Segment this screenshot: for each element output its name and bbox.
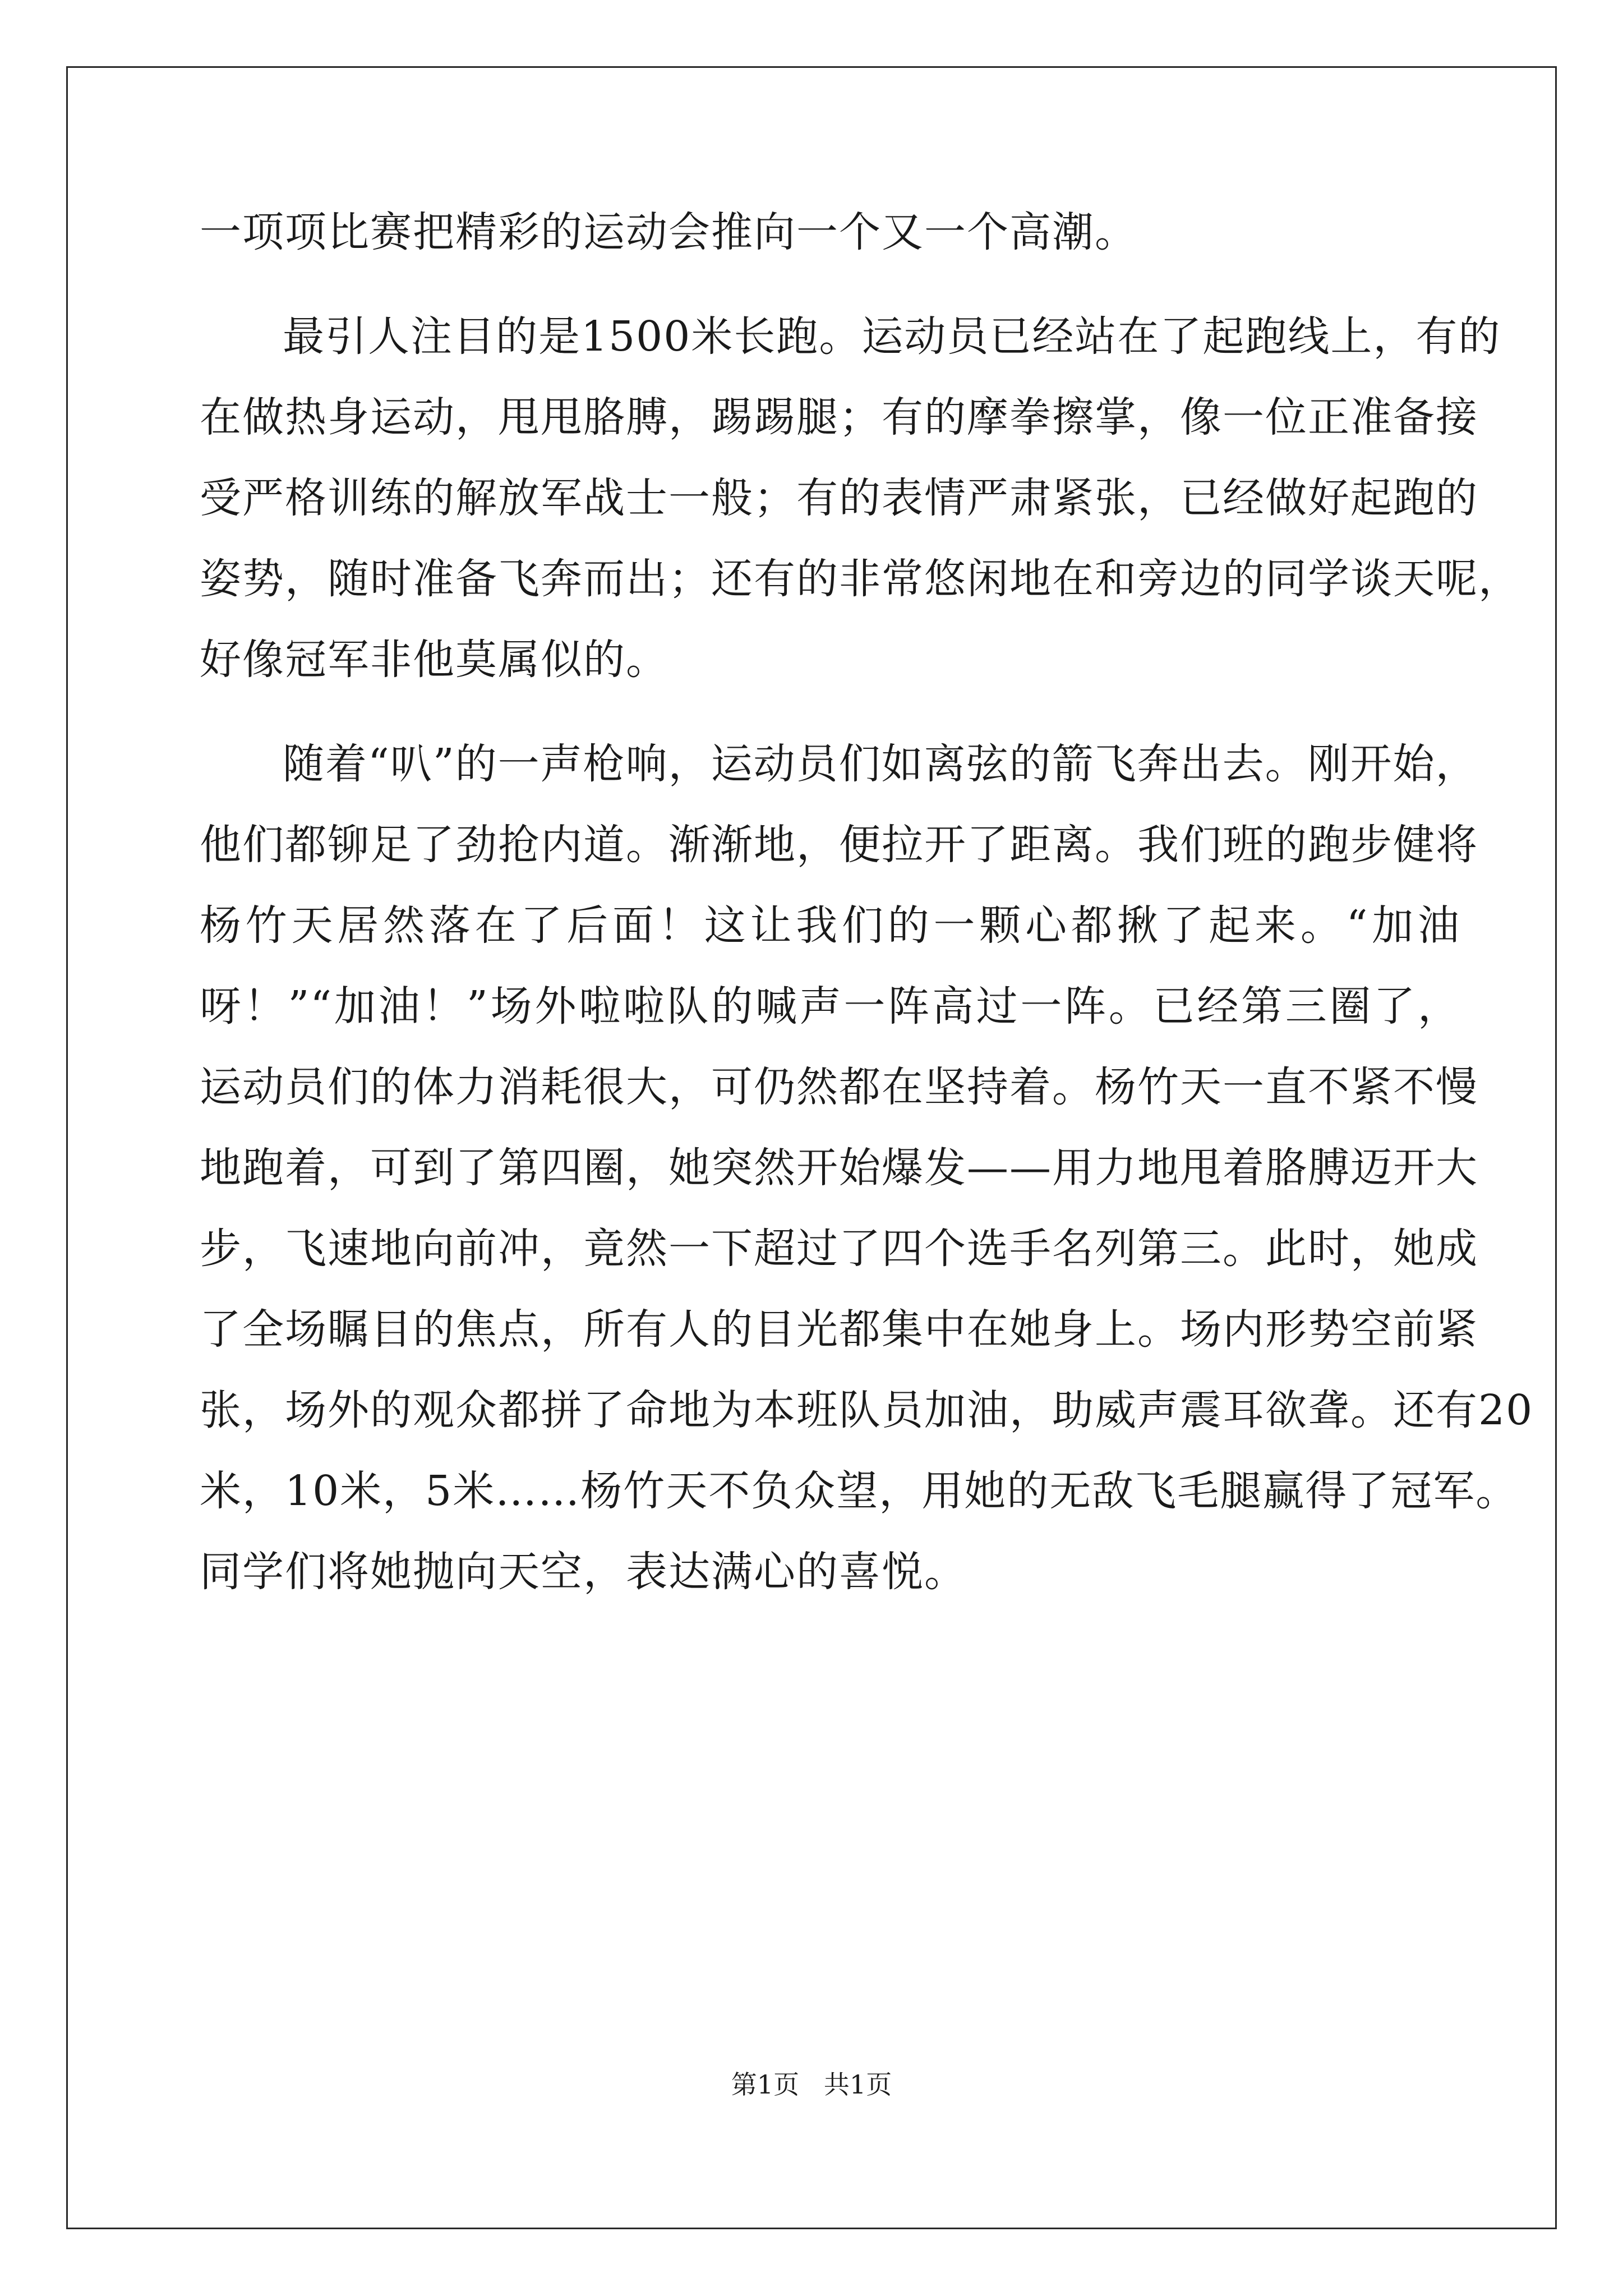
paragraph-3-line-11: 同学们将她抛向天空，表达满心的喜悦。	[200, 1548, 967, 1596]
paragraph-2-line-2: 在做热身运动，甩甩胳膊，踢踢腿；有的摩拳擦掌，像一位正准备接	[200, 393, 1478, 441]
paragraph-3-line-9: 张，场外的观众都拼了命地为本班队员加油，助威声震耳欲聋。还有20	[200, 1386, 1534, 1434]
paragraph-3-line-8: 了全场瞩目的焦点，所有人的目光都集中在她身上。场内形势空前紧	[200, 1305, 1478, 1354]
paragraph-3-line-6: 地跑着，可到了第四圈，她突然开始爆发——用力地甩着胳膊迈开大	[200, 1144, 1478, 1192]
paragraph-2-line-5: 好像冠军非他莫属似的。	[200, 636, 668, 684]
paragraph-2-line-1: 最引人注目的是1500米长跑。运动员已经站在了起跑线上，有的	[283, 312, 1501, 361]
paragraph-3-line-1: 随着“叭”的一声枪响，运动员们如离弦的箭飞奔出去。刚开始，	[283, 740, 1478, 788]
paragraph-3-line-10: 米，10米，5米……杨竹天不负众望，用她的无敌飞毛腿赢得了冠军。	[200, 1467, 1519, 1515]
paragraph-2-line-4: 姿势，随时准备飞奔而出；还有的非常悠闲地在和旁边的同学谈天呢，	[200, 555, 1521, 603]
paragraph-1-line-1: 一项项比赛把精彩的运动会推向一个又一个高潮。	[200, 208, 1137, 256]
paragraph-2-line-3: 受严格训练的解放军战士一般；有的表情严肃紧张，已经做好起跑的	[200, 474, 1478, 522]
paragraph-3-line-4: 呀！”“加油！”场外啦啦队的喊声一阵高过一阵。已经第三圈了，	[200, 982, 1460, 1030]
page-footer: 第1页 共1页	[731, 2069, 892, 2100]
paragraph-3-line-3: 杨竹天居然落在了后面！这让我们的一颗心都揪了起来。“加油	[200, 901, 1460, 950]
paragraph-3-line-7: 步，飞速地向前冲，竟然一下超过了四个选手名列第三。此时，她成	[200, 1225, 1478, 1273]
paragraph-3-line-2: 他们都铆足了劲抢内道。渐渐地，便拉开了距离。我们班的跑步健将	[200, 821, 1478, 869]
paragraph-3-line-5: 运动员们的体力消耗很大，可仍然都在坚持着。杨竹天一直不紧不慢	[200, 1063, 1478, 1111]
